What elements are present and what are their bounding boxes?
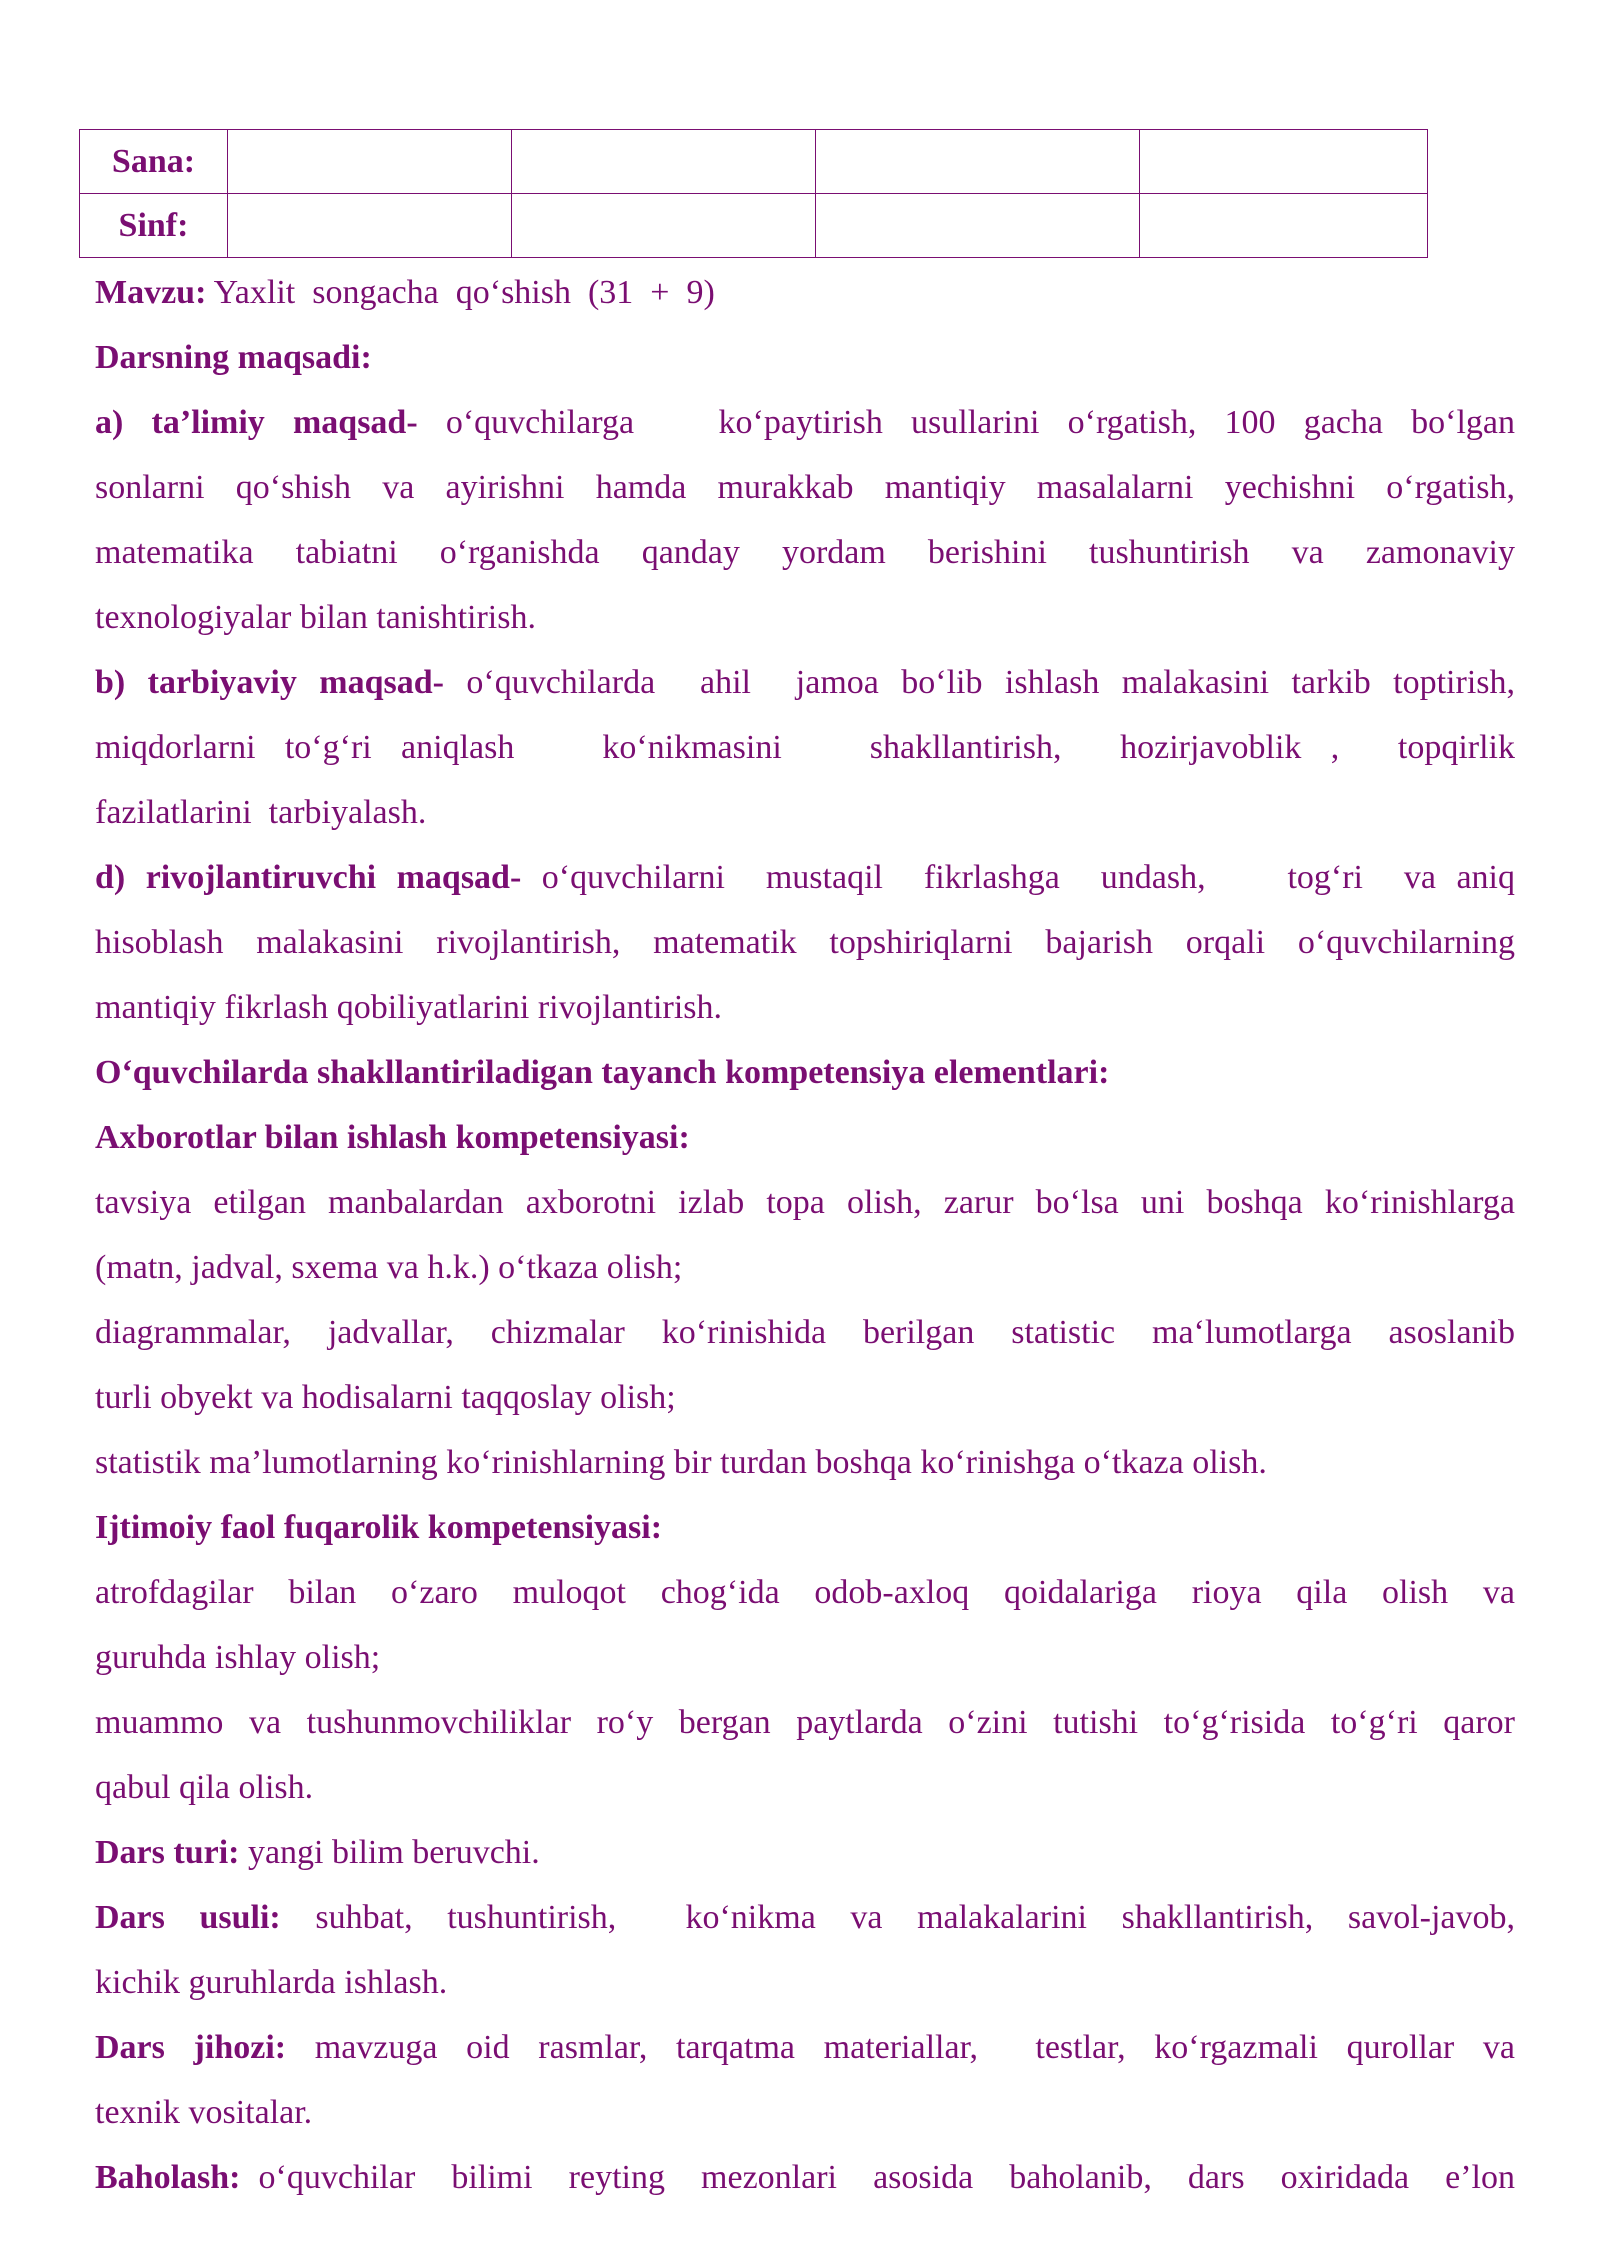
baholash-line1: [95, 2145, 1515, 2210]
talimiy-line1: [95, 390, 1515, 455]
mavzu-text: Yaxlit songacha qo‘shish (31 + 9): [206, 274, 715, 311]
tarbiyaviy-label: b) tarbiyaviy maqsad-: [95, 664, 444, 701]
baholash-text: o‘quvchilar bilimi reyting mezonlari asosida baholanib, dars oxiridada e’lon: [240, 2159, 1515, 2196]
axborot-line3: diagrammalar, jadvallar, chizmalar ko‘rinishida berilgan statistic ma‘lumotlarga asoslanib: [95, 1314, 1515, 1351]
table-cell: [1140, 194, 1428, 258]
table-cell: [512, 194, 816, 258]
talimiy-line4: texnologiyalar bilan tanishtirish.: [95, 599, 536, 636]
table-row: [80, 130, 1428, 194]
dars-usuli-text: suhbat, tushuntirish, ko‘nikma va malakalarini shakllantirish, savol-javob,: [280, 1899, 1516, 1936]
ijtimoiy-title-text: Ijtimoiy faol fuqarolik kompetensiyasi:: [95, 1509, 663, 1546]
talimiy-line2: sonlarni qo‘shish va ayirishni hamda murakkab mantiqiy masalalarni yechishni o‘rgatish,: [95, 469, 1515, 506]
tarbiyaviy-line1: [95, 650, 1515, 715]
axborot-line2: (matn, jadval, sxema va h.k.) o‘tkaza olish;: [95, 1249, 683, 1286]
dars-jihozi-line2: texnik vositalar.: [95, 2094, 313, 2131]
ijtimoiy-line3: muammo va tushunmovchiliklar ro‘y bergan paytlarda o‘zini tutishi to‘g‘risida to‘g‘ri qaror: [95, 1704, 1515, 1741]
sana-label: Sana:: [80, 130, 228, 194]
dars-jihozi-text: mavzuga oid rasmlar, tarqatma materiallar, testlar, ko‘rgazmali qurollar va: [286, 2029, 1515, 2066]
mavzu-label: Mavzu:: [95, 274, 207, 311]
rivojlantiruvchi-line2: hisoblash malakasini rivojlantirish, matematik topshiriqlarni bajarish orqali o‘quvchilarning: [95, 924, 1515, 961]
mavzu-line: [95, 260, 1515, 325]
dars-usuli-label: Dars usuli:: [95, 1899, 281, 1936]
talimiy-label: a) ta’limiy maqsad-: [95, 404, 418, 441]
dars-turi-text: yangi bilim beruvchi.: [239, 1834, 540, 1871]
tarbiyaviy-line3: fazilatlarini tarbiyalash.: [95, 794, 427, 831]
table-cell: [1140, 130, 1428, 194]
rivojlantiruvchi-label: d) rivojlantiruvchi maqsad-: [95, 859, 522, 896]
ijtimoiy-line2: guruhda ishlay olish;: [95, 1639, 381, 1676]
rivojlantiruvchi-line3: mantiqiy fikrlash qobiliyatlarini rivojlantirish.: [95, 989, 723, 1026]
talimiy-line3: matematika tabiatni o‘rganishda qanday yordam berishini tushuntirish va zamonaviy: [95, 534, 1515, 571]
document-body: [95, 260, 1515, 2210]
baholash-label: Baholash:: [95, 2159, 241, 2196]
dars-jihozi-label: Dars jihozi:: [95, 2029, 287, 2066]
table-row: [80, 194, 1428, 258]
table-cell: [228, 194, 512, 258]
ijtimoiy-line1: atrofdagilar bilan o‘zaro muloqot chog‘ida odob-axloq qoidalariga rioya qila olish va: [95, 1574, 1515, 1611]
sinf-label: Sinf:: [80, 194, 228, 258]
tarbiyaviy-line2: miqdorlarni to‘g‘ri aniqlash ko‘nikmasini shakllantirish, hozirjavoblik , topqirlik: [95, 729, 1515, 766]
dars-usuli-line1: [95, 1885, 1515, 1950]
date-class-table: [79, 129, 1428, 258]
ijtimoiy-title: [95, 1495, 1515, 1560]
tarbiyaviy-text: o‘quvchilarda ahil jamoa bo‘lib ishlash malakasini tarkib toptirish,: [443, 664, 1516, 701]
axborot-title: [95, 1105, 1515, 1170]
maqsad-title: [95, 325, 1515, 390]
dars-turi-line: [95, 1820, 1515, 1885]
rivojlantiruvchi-line1: [95, 845, 1515, 910]
axborot-title-text: Axborotlar bilan ishlash kompetensiyasi:: [95, 1119, 690, 1156]
table-cell: [816, 194, 1140, 258]
table-cell: [512, 130, 816, 194]
table-cell: [816, 130, 1140, 194]
rivojlantiruvchi-text: o‘quvchilarni mustaqil fikrlashga undash, tog‘ri va aniq: [521, 859, 1516, 896]
table-cell: [228, 130, 512, 194]
dars-usuli-line2: kichik guruhlarda ishlash.: [95, 1964, 448, 2001]
ijtimoiy-line4: qabul qila olish.: [95, 1769, 314, 1806]
dars-turi-label: Dars turi:: [95, 1834, 240, 1871]
talimiy-text: o‘quvchilarga ko‘paytirish usullarini o‘rgatish, 100 gacha bo‘lgan: [417, 404, 1516, 441]
maqsad-title-text: Darsning maqsadi:: [95, 339, 372, 376]
axborot-line5: statistik ma’lumotlarning ko‘rinishlarning bir turdan boshqa ko‘rinishga o‘tkaza olish.: [95, 1444, 1267, 1481]
kompetensiya-title: [95, 1040, 1515, 1105]
kompetensiya-title-text: O‘quvchilarda shakllantiriladigan tayanch kompetensiya elementlari:: [95, 1054, 1110, 1091]
axborot-line4: turli obyekt va hodisalarni taqqoslay olish;: [95, 1379, 676, 1416]
dars-jihozi-line1: [95, 2015, 1515, 2080]
axborot-line1: tavsiya etilgan manbalardan axborotni izlab topa olish, zarur bo‘lsa uni boshqa ko‘rinishlarga: [95, 1184, 1515, 1221]
